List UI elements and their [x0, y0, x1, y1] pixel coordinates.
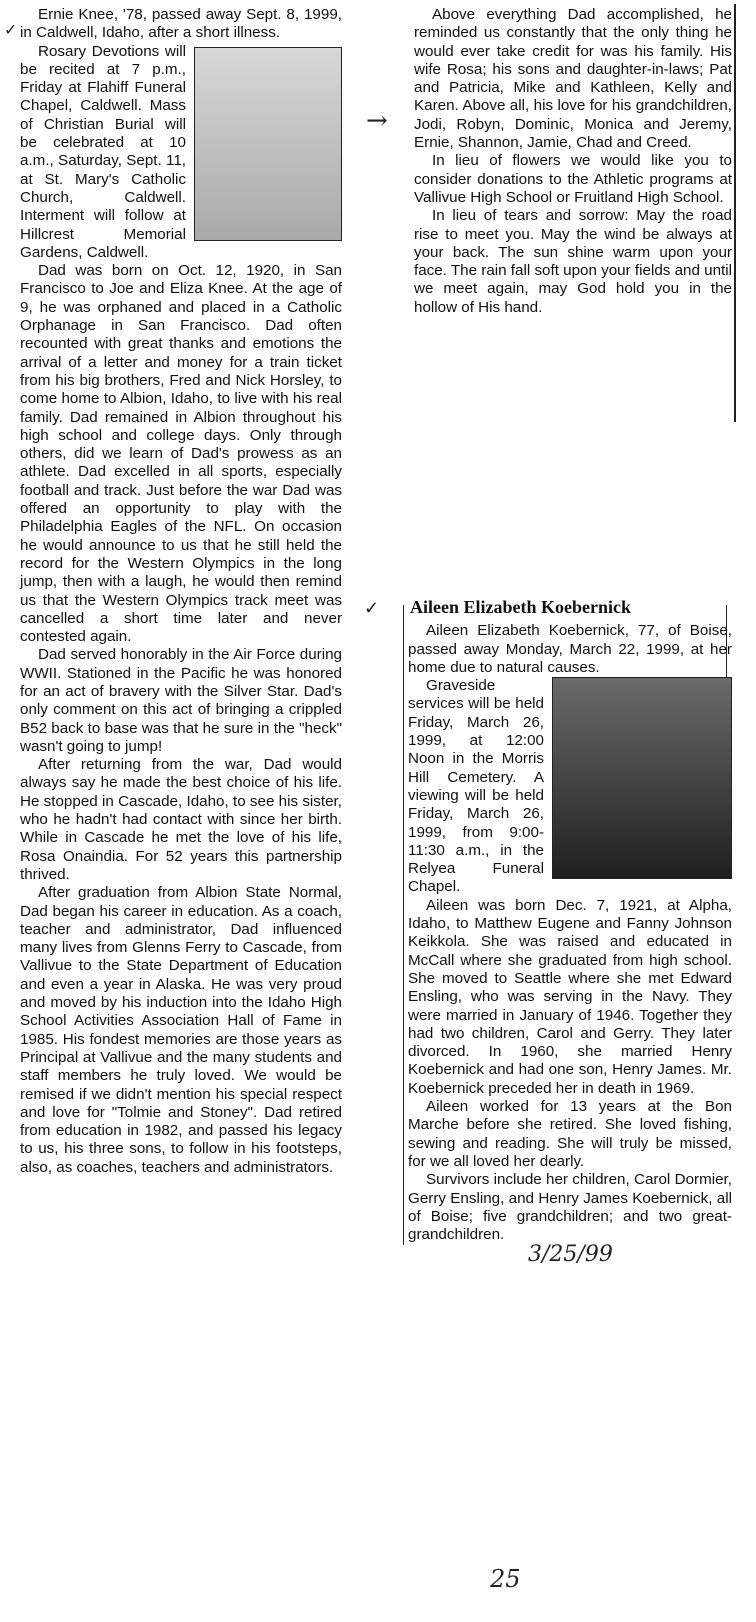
obituary-paragraph: In lieu of tears and sorrow: May the road rise to meet you. May the wind be always at your back. The sun shine warm upon your face. The rain fall soft upon your fields and until we meet again, may God hold you in the hollow of His hand.	[414, 207, 733, 316]
obituary-paragraph: Dad was born on Oct. 12, 1920, in San Francisco to Joe and Eliza Knee. At the age of 9, he was orphaned and placed in a Catholic Orphanage in San Francisco. Dad often recounted with great thanks and emotions the arrival of a letter and money for a train ticket from his big brothers, Fred and Nick Horsley, to come home to Albion, Idaho, to live with his real family. Dad remained in Albion throughout his high school and college days. Only through others, did we learn of Dad's prowess as an athlete. Dad excelled in all sports, especially football and track. Just before the war Dad was offered an opportunity to play with the Philadelphia Eagles of the NFL. On occasion he would announce to us that he still held the record for the Western Olympics in the long jump, then with a laugh, he would then remind us that the Western Olympics track meet was cancelled a short time later and never contested again.	[20, 262, 342, 646]
obituary-paragraph: In lieu of flowers we would like you to consider donations to the Athletic programs at Vallivue High School or Fruitland High School.	[414, 152, 732, 206]
aileen-koebernick-obituary	[408, 597, 732, 1268]
handwritten-date: 3/25/99	[528, 1242, 613, 1268]
arrow-mark-icon: →	[366, 106, 388, 136]
ernie-knee-obituary	[20, 6, 342, 1177]
ernie-knee-photo	[194, 47, 342, 241]
obituary-headline: Aileen Elizabeth Koebernick	[410, 597, 631, 617]
obituary-paragraph: Graveside services will be held Friday, March 26, 1999, at 12:00 Noon in the Morris Hill Cemetery. A viewing will be held Friday, March 26, 1999, from 9:00-11:30 a.m., in the Relyea Funeral Chapel.	[408, 677, 544, 896]
check-mark-icon: ✓	[4, 20, 18, 39]
obituary-paragraph: Above everything Dad accomplished, he reminded us constantly that the only thing he would ever take credit for was his family. His wife Rosa; his sons and daughter-in-laws; Pat and Patricia, Mike and Kathleen, Kelly and Karen. Above all, his love for his grandchildren, Jodi, Robyn, Dominic, Monica and Jeremy, Ernie, Shannon, Jamie, Chad and Creed.	[414, 6, 732, 152]
aileen-koebernick-photo	[552, 677, 732, 879]
page-number: 25	[490, 1565, 521, 1593]
obituary-paragraph: Aileen worked for 13 years at the Bon Marche before she retired. She loved fishing, sewing and reading. She will truly be missed, for we all loved her dearly.	[408, 1098, 732, 1170]
obituary-paragraph: Rosary Devotions will be recited at 7 p.m., Friday at Flahiff Funeral Chapel, Caldwell. Mass of Christian Burial will be celebrated at 10 a.m., Saturday, Sept. 11, at St. Mary's Catholic Church, Caldwell. Interment will follow at Hillcrest Memorial Gardens, Caldwell.	[20, 42, 186, 261]
check-mark-icon: ✓	[364, 598, 380, 619]
obituary-paragraph: Survivors include her children, Carol Dormier, Gerry Ensling, and Henry James Koebernick, all of Boise; five grandchildren; and two great-grandchildren.	[408, 1171, 732, 1244]
obituary-paragraph: Aileen was born Dec. 7, 1921, at Alpha, Idaho, to Matthew Eugene and Fanny Johnson Keikkola. She was raised and educated in McCall where she graduated from high school. She moved to Seattle where she met Edward Ensling, who was serving in the Navy. They were married in January of 1946. Together they had two children, Carol and Gerry. They later divorced. In 1960, she married Henry Koebernick and had one son, Henry James. Mr. Koebernick preceded her in death in 1969.	[408, 896, 732, 1097]
obituary-paragraph: Ernie Knee, '78, passed away Sept. 8, 1999, in Caldwell, Idaho, after a short illness.	[20, 6, 342, 42]
column-rule	[403, 605, 404, 1245]
obituary-paragraph: Dad served honorably in the Air Force during WWII. Stationed in the Pacific he was honored for an act of bravery with the Silver Star. Dad's only comment on this act of bringing a crippled B52 back to base was that he sure in the "heck" wasn't going to jump!	[20, 646, 342, 755]
obituary-paragraph: After graduation from Albion State Normal, Dad began his career in education. As a coach, teacher and administrator, Dad influenced many lives from Glenns Ferry to Cascade, from Vallivue to the State Department of Education and even a year in Alaska. He was very proud and moved by his induction into the Idaho High School Activities Association Hall of Fame in 1985. His fondest memories are those years as Principal at Vallivue and the many students and staff members he truly loved. We would be remised if we didn't mention his special respect and love for "Tolmie and Stoney". Dad retired from education in 1982, and passed his legacy to us, his three sons, to follow in his footsteps, also, as coaches, teachers and administrators.	[20, 884, 342, 1176]
obituary-paragraph: After returning from the war, Dad would always say he made the best choice of his life. He stopped in Cascade, Idaho, to see his sister, who he hadn't had contact with since her birth. While in Cascade he met the love of his life, Rosa Onaindia. For 52 years this partnership thrived.	[20, 756, 342, 883]
ernie-knee-obituary-continued	[414, 6, 732, 317]
column-rule	[734, 4, 736, 422]
obituary-paragraph: Aileen Elizabeth Koebernick, 77, of Boise, passed away Monday, March 22, 1999, at her home due to natural causes.	[408, 622, 732, 676]
